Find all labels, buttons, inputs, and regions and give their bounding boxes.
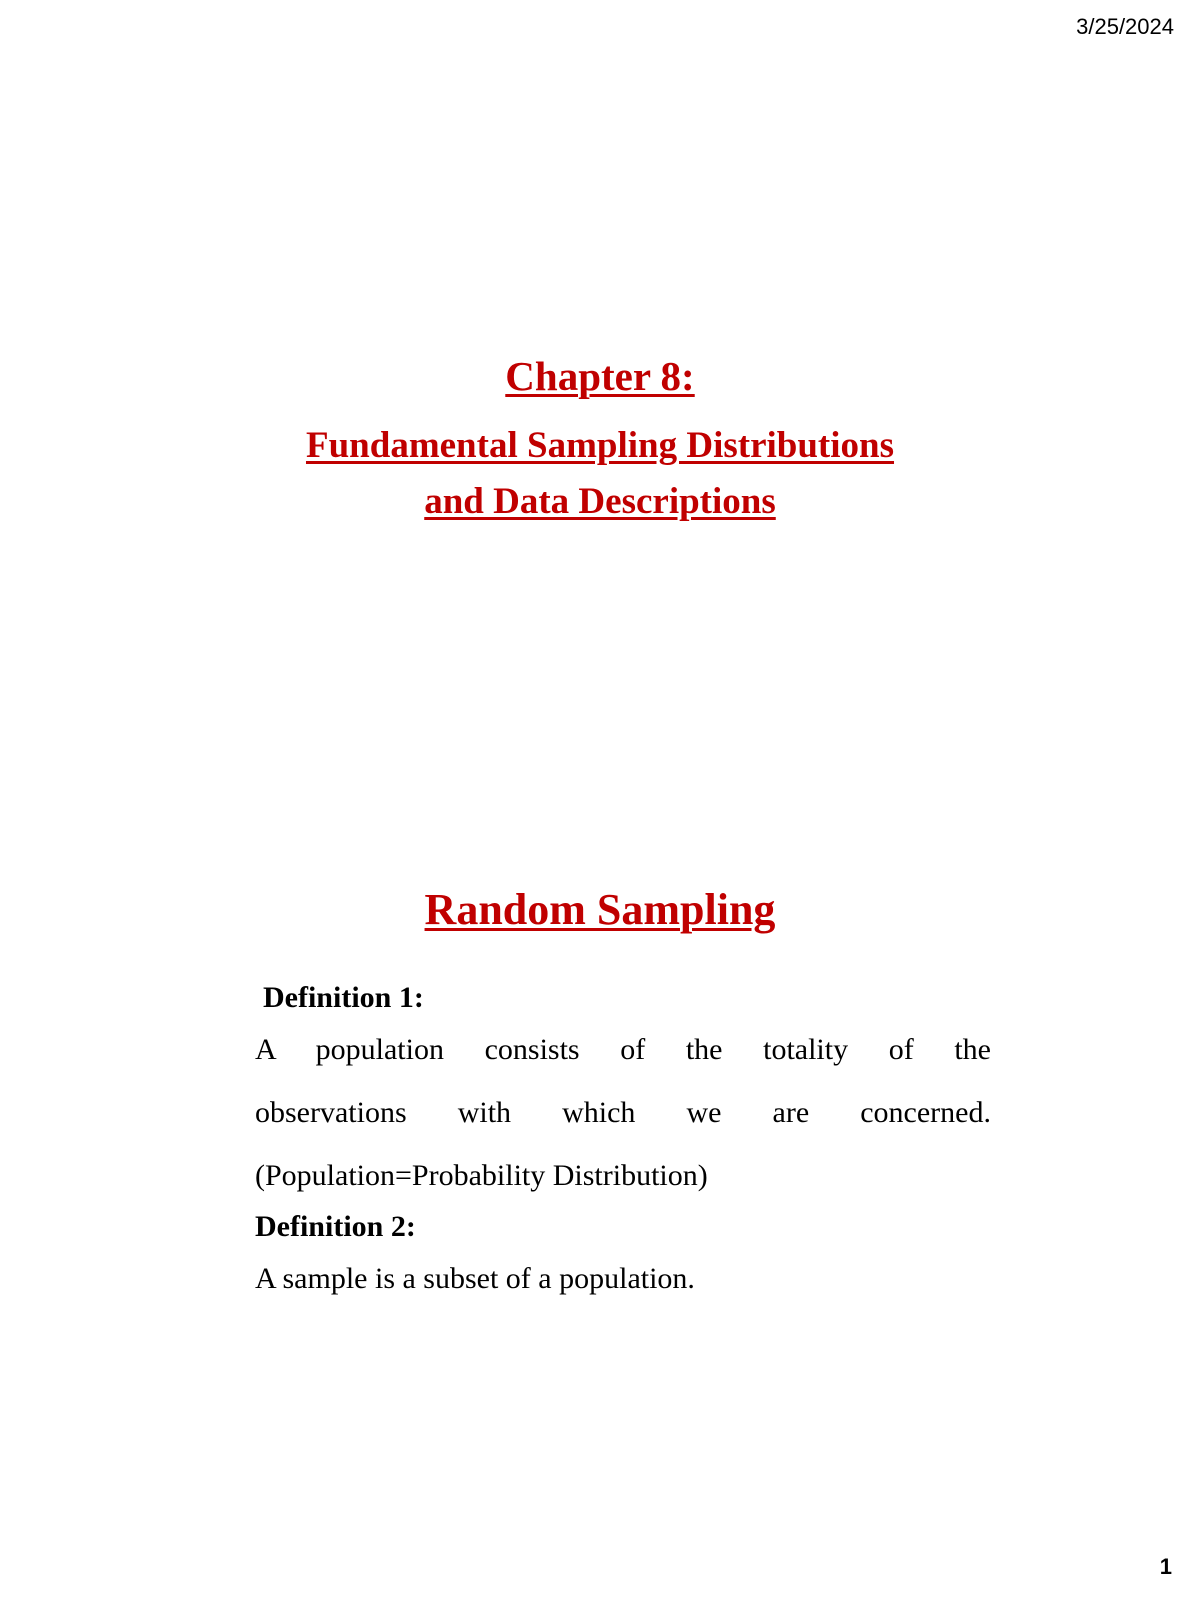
definition-1-heading: Definition 1: [263, 981, 424, 1014]
definition-1-line-3: (Population=Probability Distribution) [255, 1159, 708, 1192]
definition-1-line-1: A population consists of the totality of the [255, 1033, 991, 1066]
page-number: 1 [1159, 1554, 1172, 1579]
definition-2-text: A sample is a subset of a population. [255, 1262, 695, 1295]
chapter-title [0, 418, 1200, 530]
chapter-label: Chapter 8: [505, 353, 695, 399]
definitions-content [255, 978, 991, 1310]
page-date: 3/25/2024 [1076, 14, 1174, 39]
section-title: Random Sampling [424, 885, 776, 934]
definition-1-line-2: observations with which we are concerned. [255, 1096, 991, 1129]
chapter-title-line-1: Fundamental Sampling Distributions [305, 425, 895, 466]
definition-1-text [255, 1018, 991, 1207]
chapter-title-line-2: and Data Descriptions [424, 481, 776, 522]
definition-2-heading: Definition 2: [255, 1210, 416, 1243]
